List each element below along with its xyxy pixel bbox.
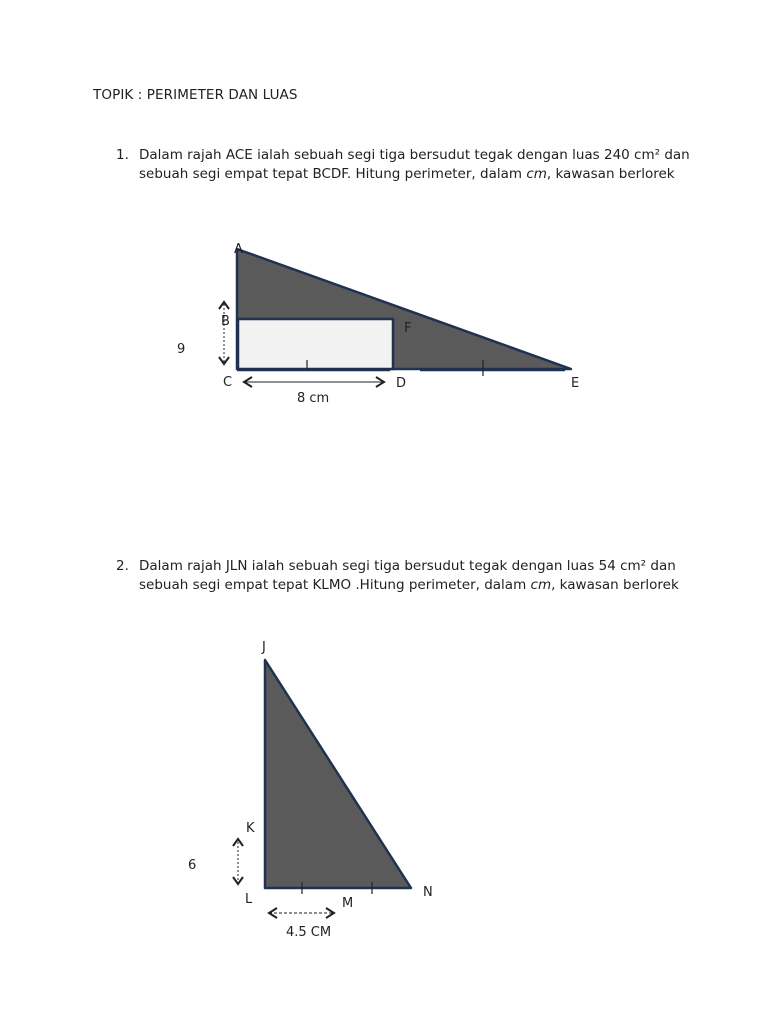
width-label: 4.5 CM: [286, 925, 332, 940]
question-text-main: Dalam rajah JLN ialah sebuah segi tiga bersudut tegak dengan luas 54 cm² dan sebuah segi empat tepat KLMO .Hitung perimeter, dalam: [139, 558, 676, 593]
vertex-label-a: A: [234, 242, 243, 257]
question-unit: cm: [526, 165, 547, 182]
vertex-label-b: B: [221, 314, 230, 329]
vertex-label-l: L: [245, 892, 253, 907]
question-text-end: , kawasan berlorek: [546, 165, 675, 182]
vertex-label-n: N: [423, 885, 433, 900]
vertex-label-e: E: [571, 376, 580, 391]
question-number: 1.: [116, 147, 129, 163]
vertex-label-c: C: [223, 375, 233, 390]
vertex-label-k: K: [246, 821, 255, 836]
width-arrow-icon: [269, 908, 334, 918]
triangle-jln: [265, 660, 411, 888]
height-label: 9: [177, 342, 186, 357]
question-unit: cm: [530, 576, 552, 593]
vertex-label-d: D: [396, 376, 407, 391]
question-number: 2.: [116, 558, 129, 574]
height-arrow-icon: [233, 839, 243, 884]
vertex-label-f: F: [404, 321, 412, 336]
vertex-label-m: M: [342, 896, 354, 911]
width-label: 8 cm: [297, 391, 330, 406]
vertex-label-j: J: [262, 640, 266, 655]
question-text-end: , kawasan berlorek: [551, 576, 679, 593]
question-text-main: Dalam rajah ACE ialah sebuah segi tiga bersudut tegak dengan luas 240 cm² dan sebuah segi empat tepat BCDF. Hitung perimeter, dalam: [139, 147, 690, 182]
height-label: 6: [188, 858, 197, 873]
page-title: TOPIK : PERIMETER DAN LUAS: [93, 87, 298, 103]
